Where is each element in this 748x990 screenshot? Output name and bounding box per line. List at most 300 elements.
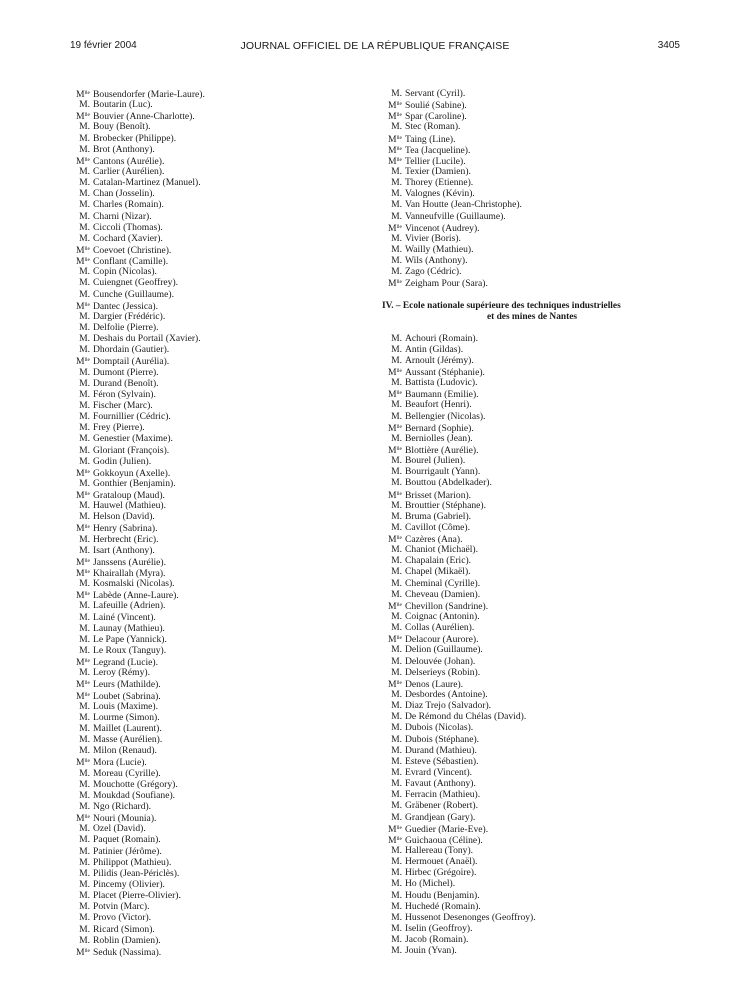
list-item bbox=[70, 645, 290, 656]
civility-title: M. bbox=[79, 544, 90, 556]
civility-title: M. bbox=[79, 856, 90, 868]
civility-title: $M^{lle}$ bbox=[75, 657, 90, 669]
list-item bbox=[70, 678, 290, 689]
list-item bbox=[382, 745, 602, 756]
civility-title: M. bbox=[391, 210, 402, 222]
list-item bbox=[382, 500, 602, 511]
civility-title: M. bbox=[79, 310, 90, 322]
civility-title: M. bbox=[79, 288, 90, 300]
person-name: Henry (Sabrina). bbox=[93, 523, 158, 535]
person-name: Herbrecht (Eric). bbox=[93, 533, 159, 545]
civility-title: M. bbox=[79, 901, 90, 913]
list-item bbox=[382, 121, 602, 132]
person-name: Gokkoyun (Axelle). bbox=[93, 467, 171, 479]
list-item bbox=[70, 846, 290, 857]
civility-title: M. bbox=[79, 132, 90, 144]
civility-title: M. bbox=[391, 867, 402, 879]
list-item bbox=[70, 545, 290, 556]
civility-title: M. bbox=[79, 177, 90, 189]
person-name: Paquet (Romain). bbox=[93, 834, 161, 846]
person-name: Blottière (Aurélie). bbox=[405, 444, 479, 456]
person-name: Zeigham Pour (Sara). bbox=[405, 278, 488, 290]
person-name: Placet (Pierre-Olivier). bbox=[93, 890, 181, 902]
person-name: Texier (Damien). bbox=[405, 165, 471, 177]
civility-title: M. bbox=[391, 622, 402, 634]
list-item bbox=[70, 166, 290, 177]
person-name: Genestier (Maxime). bbox=[93, 433, 173, 445]
person-name: Launay (Mathieu). bbox=[93, 622, 165, 634]
list-item bbox=[382, 678, 602, 689]
list-item bbox=[70, 612, 290, 623]
list-item bbox=[382, 878, 602, 889]
person-name: Nouri (Mounia). bbox=[93, 813, 157, 825]
civility-title: M. bbox=[79, 934, 90, 946]
list-item bbox=[382, 789, 602, 800]
civility-title: M. bbox=[79, 232, 90, 244]
person-name: Berniolles (Jean). bbox=[405, 432, 473, 444]
civility-title: $M^{lle}$ bbox=[387, 600, 402, 612]
person-name: Tea (Jacqueline). bbox=[405, 144, 471, 156]
list-item bbox=[382, 912, 602, 923]
list-item bbox=[382, 633, 602, 644]
person-name: Lourme (Simon). bbox=[93, 711, 160, 723]
civility-title: M. bbox=[391, 767, 402, 779]
civility-title: $M^{lle}$ bbox=[75, 89, 90, 100]
person-name: Hallereau (Tony). bbox=[405, 845, 474, 856]
civility-title: $M^{lle}$ bbox=[75, 256, 90, 268]
list-item bbox=[70, 467, 290, 478]
civility-title: M. bbox=[391, 432, 402, 444]
list-item bbox=[70, 712, 290, 723]
civility-title: M. bbox=[391, 555, 402, 567]
section-heading-line2: et des mines de Nantes bbox=[486, 311, 578, 322]
civility-title: $M^{lle}$ bbox=[387, 834, 402, 846]
civility-title: M. bbox=[79, 823, 90, 835]
list-item bbox=[382, 244, 602, 255]
person-name: Durand (Mathieu). bbox=[405, 744, 477, 756]
person-name: Hauwel (Mathieu). bbox=[93, 500, 166, 512]
list-item bbox=[382, 700, 602, 711]
person-name: Legrand (Lucie). bbox=[93, 657, 158, 669]
civility-title: M. bbox=[79, 600, 90, 612]
list-item bbox=[70, 311, 290, 322]
civility-title: M. bbox=[391, 889, 402, 901]
list-item bbox=[70, 511, 290, 522]
civility-title: M. bbox=[79, 511, 90, 523]
civility-title: M. bbox=[391, 588, 402, 600]
list-item bbox=[382, 578, 602, 589]
civility-title: M. bbox=[79, 645, 90, 657]
civility-title: M. bbox=[79, 388, 90, 400]
list-item bbox=[70, 144, 290, 155]
page-header bbox=[70, 40, 680, 54]
list-item bbox=[382, 266, 602, 277]
civility-title: M. bbox=[391, 856, 402, 868]
civility-title: $M^{lle}$ bbox=[75, 244, 90, 256]
section-heading-line1: IV. – Ecole nationale supérieure des techniques industrielles bbox=[382, 300, 621, 311]
list-item bbox=[70, 834, 290, 845]
page-number: 3405 bbox=[657, 40, 680, 51]
list-item bbox=[382, 355, 602, 366]
person-name: Dhordain (Gautier). bbox=[93, 344, 170, 356]
civility-title: M. bbox=[79, 533, 90, 545]
person-name: Patinier (Jérôme). bbox=[93, 845, 162, 857]
person-name: Milon (Renaud). bbox=[93, 745, 157, 757]
civility-title: $M^{lle}$ bbox=[387, 823, 402, 835]
person-name: Antin (Gildas). bbox=[405, 343, 464, 355]
person-name: Dumont (Pierre). bbox=[93, 366, 159, 378]
person-name: Coevoet (Christine). bbox=[93, 244, 172, 256]
list-item bbox=[382, 778, 602, 789]
list-item bbox=[382, 255, 602, 266]
person-name: Bouttou (Abdelkader). bbox=[405, 477, 492, 489]
list-item bbox=[70, 177, 290, 188]
list-item bbox=[382, 711, 602, 722]
civility-title: $M^{lle}$ bbox=[387, 678, 402, 690]
civility-title: M. bbox=[79, 845, 90, 857]
civility-title: M. bbox=[79, 321, 90, 333]
list-item bbox=[382, 689, 602, 700]
person-name: Labède (Anne-Laure). bbox=[93, 590, 179, 602]
civility-title: $M^{lle}$ bbox=[387, 144, 402, 156]
list-item bbox=[382, 377, 602, 388]
list-item bbox=[70, 790, 290, 801]
civility-title: $M^{lle}$ bbox=[75, 490, 90, 502]
civility-title: M. bbox=[391, 199, 402, 211]
civility-title: $M^{lle}$ bbox=[387, 489, 402, 501]
civility-title: $M^{lle}$ bbox=[75, 300, 90, 312]
civility-title: M. bbox=[79, 411, 90, 423]
list-item bbox=[382, 333, 602, 344]
civility-title: $M^{lle}$ bbox=[75, 679, 90, 691]
civility-title: $M^{lle}$ bbox=[387, 389, 402, 401]
list-item bbox=[70, 367, 290, 378]
civility-title: $M^{lle}$ bbox=[75, 356, 90, 368]
list-item bbox=[382, 211, 602, 222]
list-item bbox=[70, 857, 290, 868]
civility-title: M. bbox=[391, 733, 402, 745]
civility-title: M. bbox=[79, 801, 90, 812]
list-item bbox=[382, 589, 602, 600]
list-item bbox=[382, 455, 602, 466]
civility-title: M. bbox=[79, 477, 90, 489]
civility-title: $M^{lle}$ bbox=[387, 133, 402, 145]
person-name: Gloriant (François). bbox=[93, 444, 170, 456]
person-name: Pincemy (Olivier). bbox=[93, 878, 165, 890]
list-item bbox=[70, 433, 290, 444]
person-name: Cunche (Guillaume). bbox=[93, 288, 174, 300]
civility-title: M. bbox=[391, 800, 402, 812]
civility-title: $M^{lle}$ bbox=[75, 757, 90, 769]
list-item bbox=[70, 88, 290, 99]
civility-title: M. bbox=[79, 333, 90, 345]
civility-title: M. bbox=[391, 255, 402, 267]
person-name: Delfolie (Pierre). bbox=[93, 321, 159, 333]
right-column-bottom-list bbox=[382, 333, 602, 957]
civility-title: $M^{lle}$ bbox=[387, 222, 402, 234]
person-name: Evrard (Vincent). bbox=[405, 767, 473, 779]
person-name: Zago (Cédric). bbox=[405, 266, 462, 278]
civility-title: M. bbox=[79, 455, 90, 467]
civility-title: M. bbox=[391, 88, 402, 99]
person-name: Bellengier (Nicolas). bbox=[405, 410, 486, 422]
person-name: Maillet (Laurent). bbox=[93, 723, 162, 735]
civility-title: M. bbox=[391, 811, 402, 823]
list-item bbox=[382, 477, 602, 488]
person-name: Bourrigault (Yann). bbox=[405, 466, 481, 478]
list-item bbox=[382, 344, 602, 355]
civility-title: $M^{lle}$ bbox=[387, 155, 402, 167]
list-item bbox=[70, 879, 290, 890]
civility-title: $M^{lle}$ bbox=[75, 813, 90, 825]
civility-title: $M^{lle}$ bbox=[387, 100, 402, 112]
list-item bbox=[382, 600, 602, 611]
person-name: Grataloup (Maud). bbox=[93, 490, 165, 502]
civility-title: M. bbox=[391, 399, 402, 411]
person-name: Hermouet (Anaël). bbox=[405, 856, 478, 868]
person-name: Bousendorfer (Marie-Laure). bbox=[93, 89, 205, 100]
civility-title: M. bbox=[391, 744, 402, 756]
person-name: Louis (Maxime). bbox=[93, 700, 159, 712]
civility-title: $M^{lle}$ bbox=[75, 946, 90, 958]
civility-title: M. bbox=[391, 778, 402, 790]
list-item bbox=[382, 422, 602, 433]
list-item bbox=[70, 277, 290, 288]
civility-title: M. bbox=[391, 266, 402, 278]
person-name: Bernard (Sophie). bbox=[405, 422, 474, 434]
list-item bbox=[382, 144, 602, 155]
list-item bbox=[70, 768, 290, 779]
list-item bbox=[382, 277, 602, 288]
list-item bbox=[70, 634, 290, 645]
person-name: Kosmalski (Nicolas). bbox=[93, 578, 175, 590]
civility-title: M. bbox=[79, 622, 90, 634]
list-item bbox=[70, 667, 290, 678]
list-item bbox=[70, 756, 290, 767]
person-name: Ciccoli (Thomas). bbox=[93, 221, 163, 233]
person-name: Provo (Victor). bbox=[93, 912, 152, 924]
person-name: Brouttier (Stéphane). bbox=[405, 499, 486, 511]
civility-title: M. bbox=[79, 199, 90, 211]
person-name: Pilidis (Jean-Périclès). bbox=[93, 867, 180, 879]
civility-title: M. bbox=[79, 99, 90, 111]
person-name: Houdu (Benjamin). bbox=[405, 889, 480, 901]
list-item bbox=[70, 890, 290, 901]
person-name: Beaufort (Henri). bbox=[405, 399, 472, 411]
civility-title: M. bbox=[391, 477, 402, 489]
list-item bbox=[382, 934, 602, 945]
civility-title: $M^{lle}$ bbox=[387, 444, 402, 456]
person-name: Charles (Romain). bbox=[93, 199, 164, 211]
person-name: Wailly (Mathieu). bbox=[405, 243, 474, 255]
list-item bbox=[70, 779, 290, 790]
person-name: Grandjean (Gary). bbox=[405, 811, 476, 823]
civility-title: $M^{lle}$ bbox=[387, 422, 402, 434]
list-item bbox=[70, 266, 290, 277]
civility-title: M. bbox=[79, 890, 90, 902]
list-item bbox=[382, 923, 602, 934]
person-name: Godin (Julien). bbox=[93, 455, 152, 467]
person-name: Arnoult (Jérémy). bbox=[405, 354, 474, 366]
list-item bbox=[70, 623, 290, 634]
list-item bbox=[70, 522, 290, 533]
civility-title: $M^{lle}$ bbox=[387, 534, 402, 546]
civility-title: M. bbox=[391, 243, 402, 255]
person-name: Ho (Michel). bbox=[405, 878, 456, 890]
person-name: Bouvier (Anne-Charlotte). bbox=[93, 111, 195, 123]
person-name: Thorey (Etienne). bbox=[405, 177, 474, 189]
list-item bbox=[382, 411, 602, 422]
right-column bbox=[382, 88, 621, 957]
person-name: Mora (Lucie). bbox=[93, 757, 147, 769]
person-name: Deshais du Portail (Xavier). bbox=[93, 333, 201, 345]
civility-title: M. bbox=[391, 789, 402, 801]
person-name: Chapel (Mikaël). bbox=[405, 566, 471, 578]
list-item bbox=[70, 300, 290, 311]
civility-title: $M^{lle}$ bbox=[387, 366, 402, 378]
person-name: Cochard (Xavier). bbox=[93, 232, 163, 244]
civility-title: M. bbox=[391, 655, 402, 667]
civility-title: M. bbox=[391, 121, 402, 133]
person-name: Conflant (Camille). bbox=[93, 256, 169, 268]
person-name: Chan (Josselin). bbox=[93, 188, 155, 200]
civility-title: M. bbox=[391, 922, 402, 934]
list-item bbox=[382, 466, 602, 477]
civility-title: M. bbox=[79, 700, 90, 712]
person-name: Iselin (Geoffroy). bbox=[405, 922, 473, 934]
person-name: Cuiengnet (Geoffrey). bbox=[93, 277, 179, 289]
list-item bbox=[70, 222, 290, 233]
list-item bbox=[70, 935, 290, 946]
civility-title: M. bbox=[79, 611, 90, 623]
list-item bbox=[70, 422, 290, 433]
person-name: Spar (Caroline). bbox=[405, 111, 467, 123]
person-name: Bourel (Julien). bbox=[405, 455, 466, 467]
person-name: Huchedé (Romain). bbox=[405, 900, 481, 912]
person-name: Dubois (Stéphane). bbox=[405, 733, 480, 745]
civility-title: $M^{lle}$ bbox=[75, 556, 90, 568]
civility-title: M. bbox=[79, 912, 90, 924]
person-name: Delion (Guillaume). bbox=[405, 644, 483, 656]
list-item bbox=[382, 489, 602, 500]
list-item bbox=[70, 500, 290, 511]
civility-title: $M^{lle}$ bbox=[75, 155, 90, 167]
person-name: Chevillon (Sandrine). bbox=[405, 600, 489, 612]
list-item bbox=[382, 867, 602, 878]
list-item bbox=[382, 155, 602, 166]
list-item bbox=[70, 924, 290, 935]
civility-title: M. bbox=[79, 500, 90, 512]
person-name: Wils (Anthony). bbox=[405, 255, 468, 267]
person-name: Brobecker (Philippe). bbox=[93, 132, 177, 144]
person-name: Delouvée (Johan). bbox=[405, 655, 476, 667]
civility-title: M. bbox=[391, 911, 402, 923]
person-name: Roblin (Damien). bbox=[93, 934, 161, 946]
civility-title: $M^{lle}$ bbox=[75, 690, 90, 702]
list-item bbox=[382, 555, 602, 566]
person-name: Le Roux (Tanguy). bbox=[93, 645, 167, 657]
person-name: Fournillier (Cédric). bbox=[93, 411, 171, 423]
person-name: Ricard (Simon). bbox=[93, 923, 155, 935]
list-item bbox=[70, 255, 290, 266]
civility-title: M. bbox=[79, 366, 90, 378]
list-item bbox=[70, 289, 290, 300]
person-name: Le Pape (Yannick). bbox=[93, 633, 167, 645]
person-name: Carlier (Aurélien). bbox=[93, 165, 165, 177]
person-name: Durand (Benoît). bbox=[93, 377, 159, 389]
civility-title: M. bbox=[391, 510, 402, 522]
person-name: Desbordes (Antoine). bbox=[405, 689, 488, 701]
list-item bbox=[382, 823, 602, 834]
civility-title: M. bbox=[391, 165, 402, 177]
list-item bbox=[70, 589, 290, 600]
list-item bbox=[382, 611, 602, 622]
person-name: Battista (Ludovic). bbox=[405, 377, 478, 389]
civility-title: M. bbox=[391, 900, 402, 912]
civility-title: M. bbox=[79, 277, 90, 289]
civility-title: M. bbox=[391, 466, 402, 478]
list-item bbox=[382, 166, 602, 177]
civility-title: M. bbox=[391, 544, 402, 556]
list-item bbox=[382, 734, 602, 745]
list-item bbox=[70, 578, 290, 589]
person-name: Jacob (Romain). bbox=[405, 934, 469, 946]
list-item bbox=[382, 812, 602, 823]
list-item bbox=[382, 222, 602, 233]
person-name: Cheminal (Cyrille). bbox=[405, 577, 481, 589]
person-name: Gonthier (Benjamin). bbox=[93, 477, 176, 489]
person-name: Cazères (Ana). bbox=[405, 534, 463, 546]
civility-title: M. bbox=[391, 878, 402, 890]
person-name: Khairallah (Myra). bbox=[93, 568, 166, 580]
list-item bbox=[70, 355, 290, 366]
list-item bbox=[382, 444, 602, 455]
civility-title: M. bbox=[79, 221, 90, 233]
civility-title: M. bbox=[79, 344, 90, 356]
list-item bbox=[70, 411, 290, 422]
list-item bbox=[70, 233, 290, 244]
list-item bbox=[70, 99, 290, 110]
list-item bbox=[382, 433, 602, 444]
person-name: Hirbec (Grégoire). bbox=[405, 867, 477, 879]
civility-title: M. bbox=[391, 689, 402, 701]
civility-title: $M^{lle}$ bbox=[75, 467, 90, 479]
civility-title: M. bbox=[391, 188, 402, 200]
list-item bbox=[382, 945, 602, 956]
person-name: Fischer (Marc). bbox=[93, 399, 153, 411]
list-item bbox=[382, 901, 602, 912]
civility-title: M. bbox=[79, 143, 90, 155]
list-item bbox=[382, 133, 602, 144]
person-name: Gräbener (Robert). bbox=[405, 800, 478, 812]
person-name: Masse (Aurélien). bbox=[93, 734, 163, 746]
list-item bbox=[70, 734, 290, 745]
person-name: Ferracin (Mathieu). bbox=[405, 789, 481, 801]
list-item bbox=[382, 522, 602, 533]
journal-title: JOURNAL OFFICIEL DE LA RÉPUBLIQUE FRANÇAISE bbox=[240, 40, 510, 52]
list-item bbox=[70, 745, 290, 756]
civility-title: M. bbox=[79, 878, 90, 890]
list-item bbox=[382, 890, 602, 901]
person-name: Boutarin (Luc). bbox=[93, 99, 153, 111]
person-name: Brot (Anthony). bbox=[93, 143, 155, 155]
list-item bbox=[70, 868, 290, 879]
person-name: Lainé (Vincent). bbox=[93, 611, 156, 623]
civility-title: $M^{lle}$ bbox=[75, 111, 90, 123]
person-name: Esteve (Sébastien). bbox=[405, 755, 479, 767]
person-name: Mouchotte (Grégory). bbox=[93, 778, 178, 790]
civility-title: $M^{lle}$ bbox=[387, 278, 402, 290]
